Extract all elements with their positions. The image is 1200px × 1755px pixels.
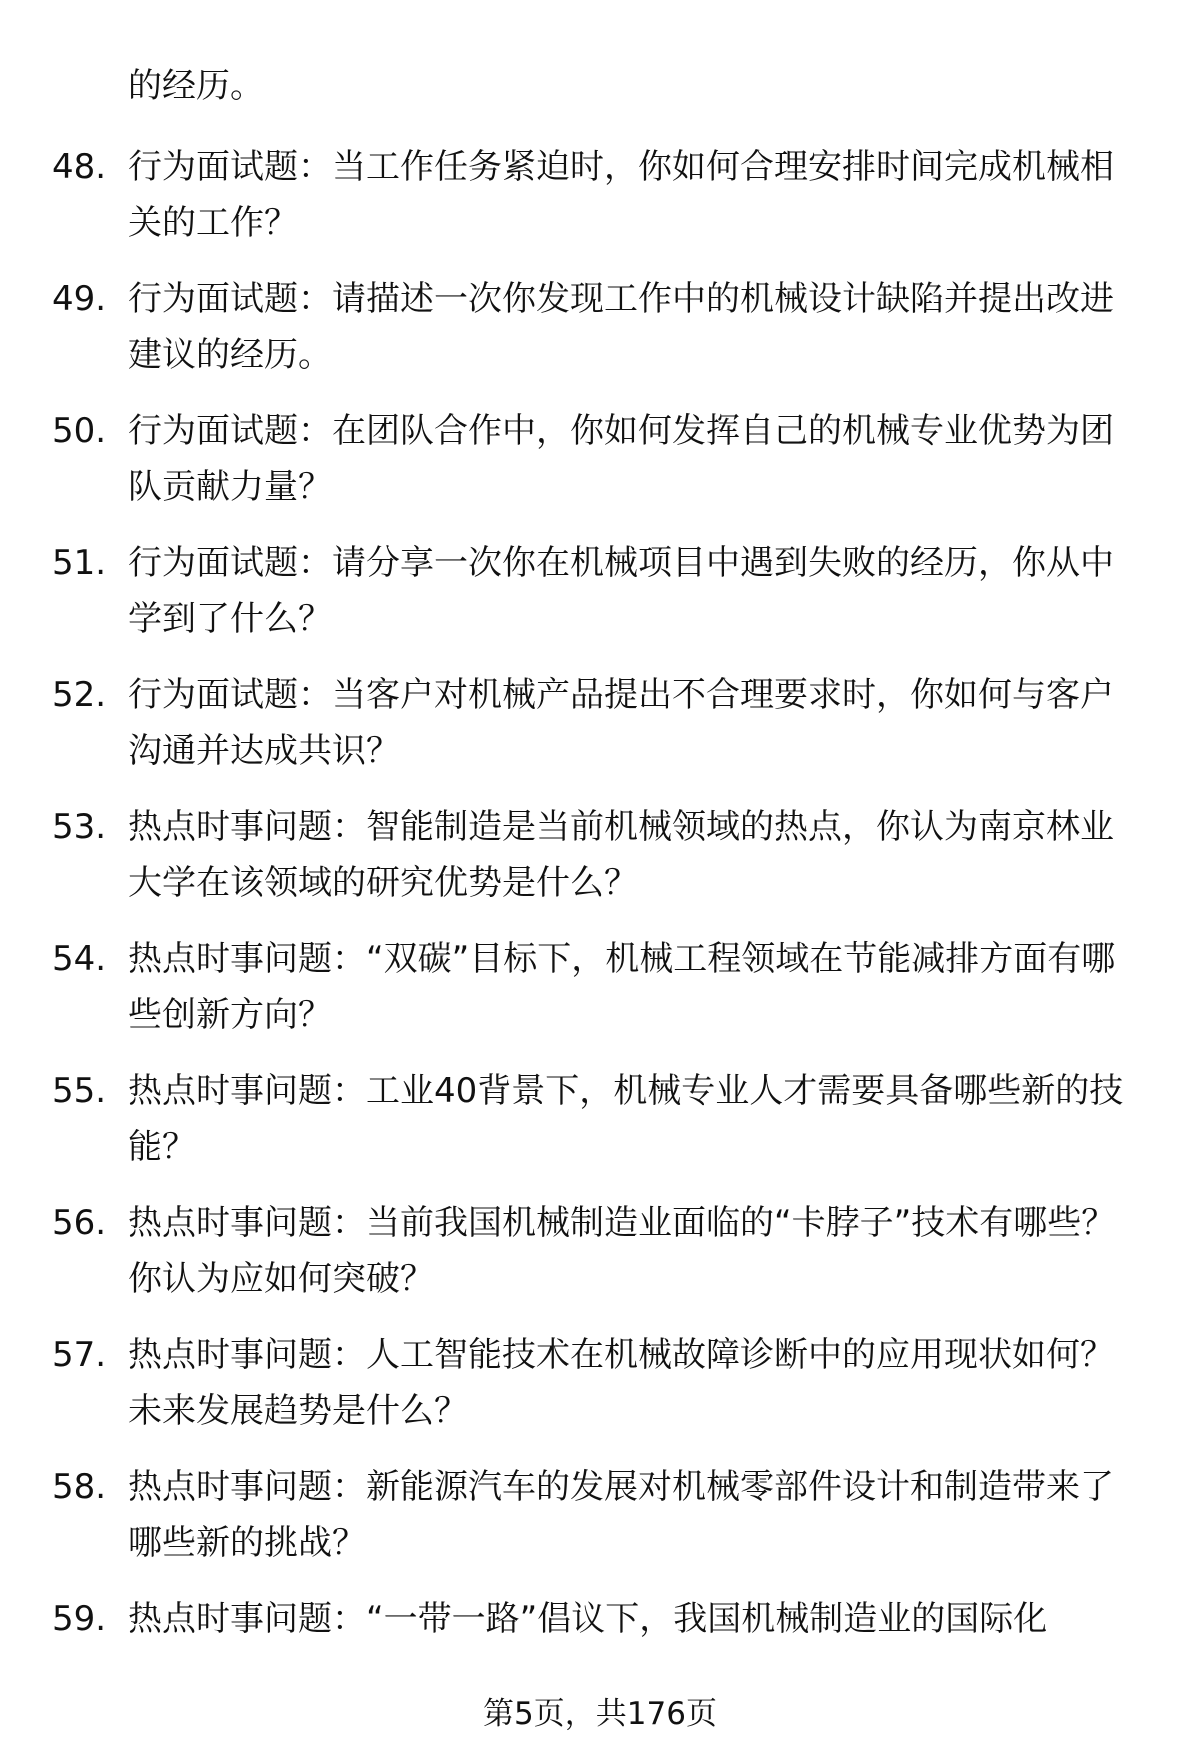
question-number: 55. [52,1071,107,1111]
question-text: 热点时事问题：智能制造是当前机械领域的热点，你认为南京林业大学在该领域的研究优势是什么？ [128,807,1114,903]
list-item [0,1459,1200,1591]
question-text: 热点时事问题：“一带一路”倡议下，我国机械制造业的国际化 [128,1599,1048,1639]
question-text: 行为面试题：在团队合作中，你如何发挥自己的机械专业优势为团队贡献力量？ [128,411,1114,507]
question-text: 热点时事问题：当前我国机械制造业面临的“卡脖子”技术有哪些？你认为应如何突破？ [128,1203,1116,1299]
question-number: 48. [52,147,107,187]
list-item [0,403,1200,535]
question-number: 58. [52,1467,107,1507]
question-text: 热点时事问题：新能源汽车的发展对机械零部件设计和制造带来了哪些新的挑战？ [128,1467,1114,1563]
list-item [0,1063,1200,1195]
question-text: 热点时事问题：人工智能技术在机械故障诊断中的应用现状如何？未来发展趋势是什么？ [128,1335,1114,1431]
question-number: 50. [52,411,107,451]
question-number: 53. [52,807,107,847]
list-item [0,799,1200,931]
question-text: 行为面试题：当客户对机械产品提出不合理要求时，你如何与客户沟通并达成共识？ [128,675,1114,771]
list-item [0,931,1200,1063]
question-text: 热点时事问题：“双碳”目标下，机械工程领域在节能减排方面有哪些创新方向？ [128,939,1116,1035]
question-text: 热点时事问题：工业40背景下，机械专业人才需要具备哪些新的技能？ [128,1071,1124,1167]
list-item [0,139,1200,271]
list-item [0,271,1200,403]
question-number: 56. [52,1203,107,1243]
question-number: 54. [52,939,107,979]
question-number: 51. [52,543,107,583]
list-item [0,1195,1200,1327]
question-number: 52. [52,675,107,715]
question-text: 行为面试题：请分享一次你在机械项目中遇到失败的经历，你从中学到了什么？ [128,543,1114,639]
question-number: 57. [52,1335,107,1375]
question-text: 行为面试题：请描述一次你发现工作中的机械设计缺陷并提出改进建议的经历。 [128,279,1114,375]
question-list [0,139,1200,1723]
continuation-text: 的经历。 [128,66,264,106]
list-item [0,667,1200,799]
question-number: 59. [52,1599,107,1639]
list-item [0,535,1200,667]
question-text: 行为面试题：当工作任务紧迫时，你如何合理安排时间完成机械相关的工作？ [128,147,1114,243]
page-number-footer: 第5页，共176页 [483,1696,717,1732]
list-item [0,1327,1200,1459]
question-number: 49. [52,279,107,319]
